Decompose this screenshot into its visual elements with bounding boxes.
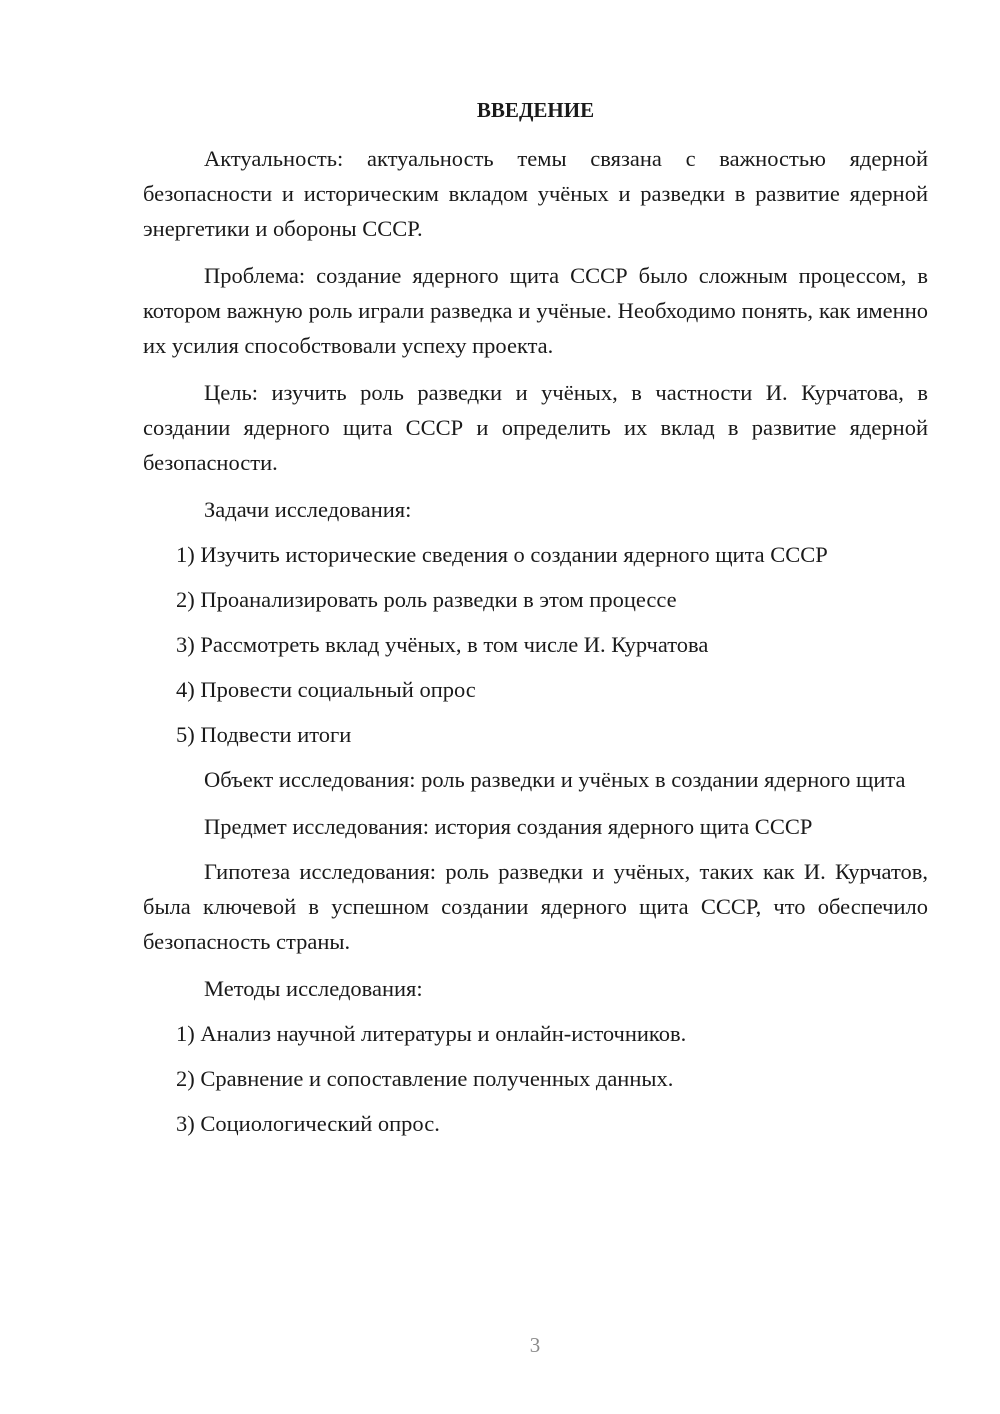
subject-paragraph: Предмет исследования: история создания ядерного щита СССР	[204, 814, 813, 839]
methods-heading: Методы исследования:	[204, 976, 423, 1001]
method-item: 1) Анализ научной литературы и онлайн-источников.	[176, 1021, 687, 1046]
section-title: ВВЕДЕНИЕ	[476, 98, 595, 122]
task-item: 5) Подвести итоги	[176, 722, 352, 747]
goal-paragraph: Цель: изучить роль разведки и учёных, в частности И. Курчатова, в создании ядерного щита СССР и определить их вклад в развитие ядерной безопасности.	[143, 380, 928, 475]
object-paragraph: Объект исследования: роль разведки и учёных в создании ядерного щита	[204, 767, 906, 792]
task-item: 4) Провести социальный опрос	[176, 677, 476, 702]
document-body	[143, 93, 928, 1151]
relevance-paragraph: Актуальность: актуальность темы связана с важностью ядерной безопасности и историческим вкладом учёных и разведки в развитие ядерной энергетики и обороны СССР.	[143, 146, 928, 241]
problem-paragraph: Проблема: создание ядерного щита СССР было сложным процессом, в котором важную роль играли разведка и учёные. Необходимо понять, как именно их усилия способствовали успеху проекта.	[143, 263, 928, 358]
task-item: 3) Рассмотреть вклад учёных, в том числе И. Курчатова	[176, 632, 709, 657]
task-item: 2) Проанализировать роль разведки в этом процессе	[176, 587, 677, 612]
tasks-heading: Задачи исследования:	[204, 497, 412, 522]
method-item: 2) Сравнение и сопоставление полученных данных.	[176, 1066, 674, 1091]
page-number: 3	[529, 1333, 541, 1357]
method-item: 3) Социологический опрос.	[176, 1111, 440, 1136]
hypothesis-paragraph: Гипотеза исследования: роль разведки и учёных, таких как И. Курчатов, была ключевой в успешном создании ядерного щита СССР, что обеспечило безопасность страны.	[143, 859, 928, 954]
task-item: 1) Изучить исторические сведения о создании ядерного щита СССР	[176, 542, 828, 567]
